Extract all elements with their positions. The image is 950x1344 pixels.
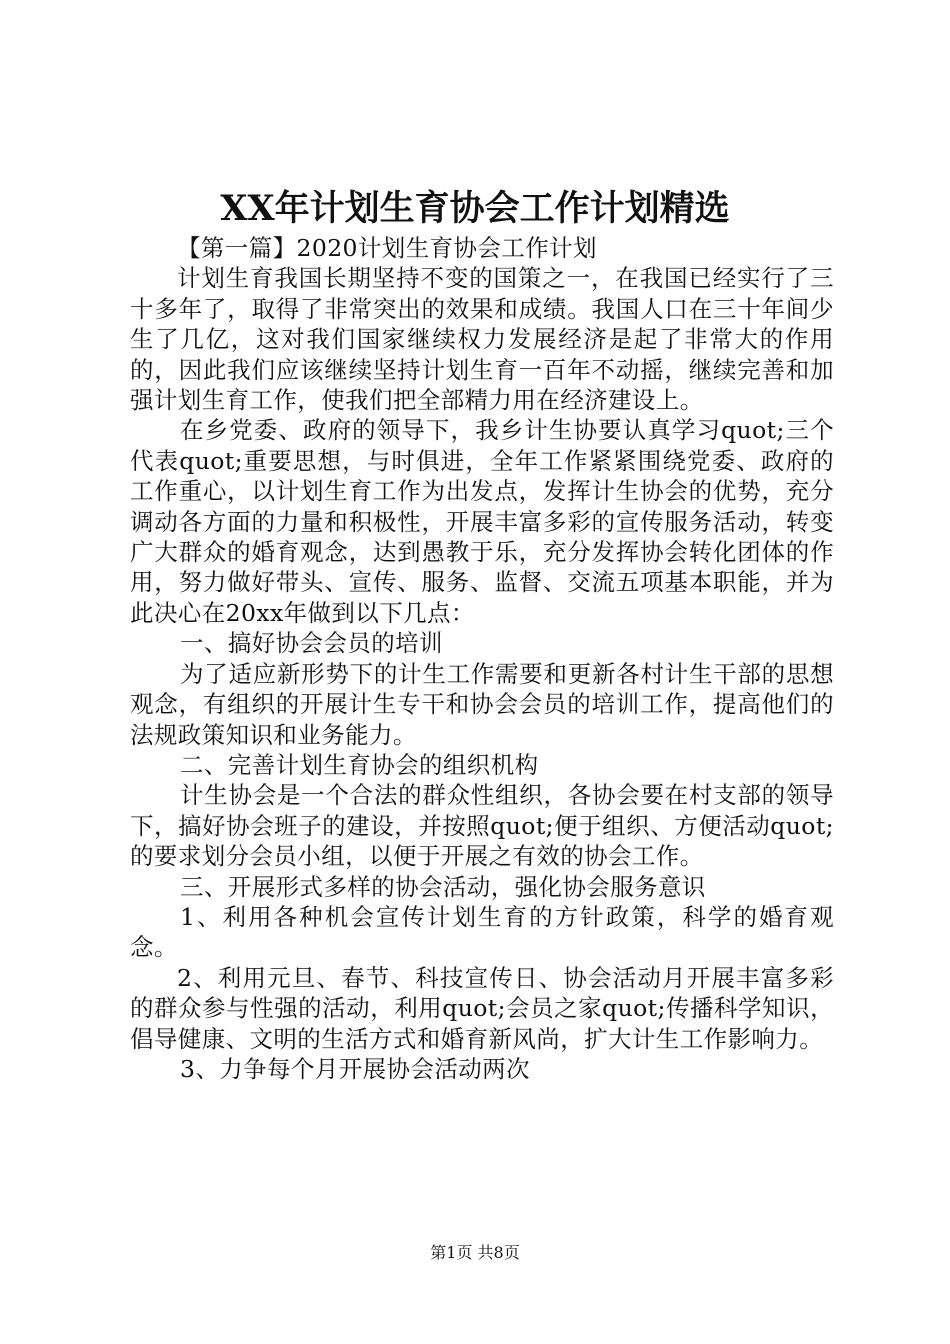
paragraph: 计划生育我国长期坚持不变的国策之一，在我国已经实行了三十多年了，取得了非常突出的效果和成绩。我国人口在三十年间少生了几亿，这对我们国家继续权力发展经济是起了非常大的作用的，因此我们应该继续坚持计划生育一百年不动摇，继续完善和加强计划生育工作，使我们把全部精力用在经济建设上。 <box>130 264 834 415</box>
document-title: XX年计划生育协会工作计划精选 <box>220 188 730 229</box>
sub-heading: 一、搞好协会会员的培训 <box>180 629 443 658</box>
paragraph: 为了适应新形势下的计生工作需要和更新各村计生干部的思想观念，有组织的开展计生专干和协会会员的培训工作，提高他们的法规政策知识和业务能力。 <box>130 659 834 749</box>
section-heading: 【第一篇】2020计划生育协会工作计划 <box>177 234 597 262</box>
list-item: 3、力争每个月开展协会活动两次 <box>180 1054 530 1083</box>
document-body <box>130 233 834 1084</box>
sub-heading: 二、完善计划生育协会的组织机构 <box>180 750 539 779</box>
sub-heading: 三、开展形式多样的协会活动，强化协会服务意识 <box>180 872 706 901</box>
list-item: 2、利用元旦、春节、科技宣传日、协会活动月开展丰富多彩的群众参与性强的活动，利用quot;会员之家quot;传播科学知识，倡导健康、文明的生活方式和婚育新风尚，扩大计生工作影响力。 <box>130 963 834 1053</box>
list-item: 1、利用各种机会宣传计划生育的方针政策，科学的婚育观念。 <box>130 902 834 962</box>
paragraph: 在乡党委、政府的领导下，我乡计生协要认真学习quot;三个代表quot;重要思想，与时俱进，全年工作紧紧围绕党委、政府的工作重心，以计划生育工作为出发点，发挥计生协会的优势，充分调动各方面的力量和积极性，开展丰富多彩的宣传服务活动，转变广大群众的婚育观念，达到愚教于乐，充分发挥协会转化团体的作用，努力做好带头、宣传、服务、监督、交流五项基本职能，并为此决心在20xx年做到以下几点： <box>130 416 834 627</box>
page-footer: 第1页 共8页 <box>430 1243 520 1262</box>
paragraph: 计生协会是一个合法的群众性组织，各协会要在村支部的领导下，搞好协会班子的建设，并按照quot;便于组织、方便活动quot;的要求划分会员小组，以便于开展之有效的协会工作。 <box>130 781 834 871</box>
